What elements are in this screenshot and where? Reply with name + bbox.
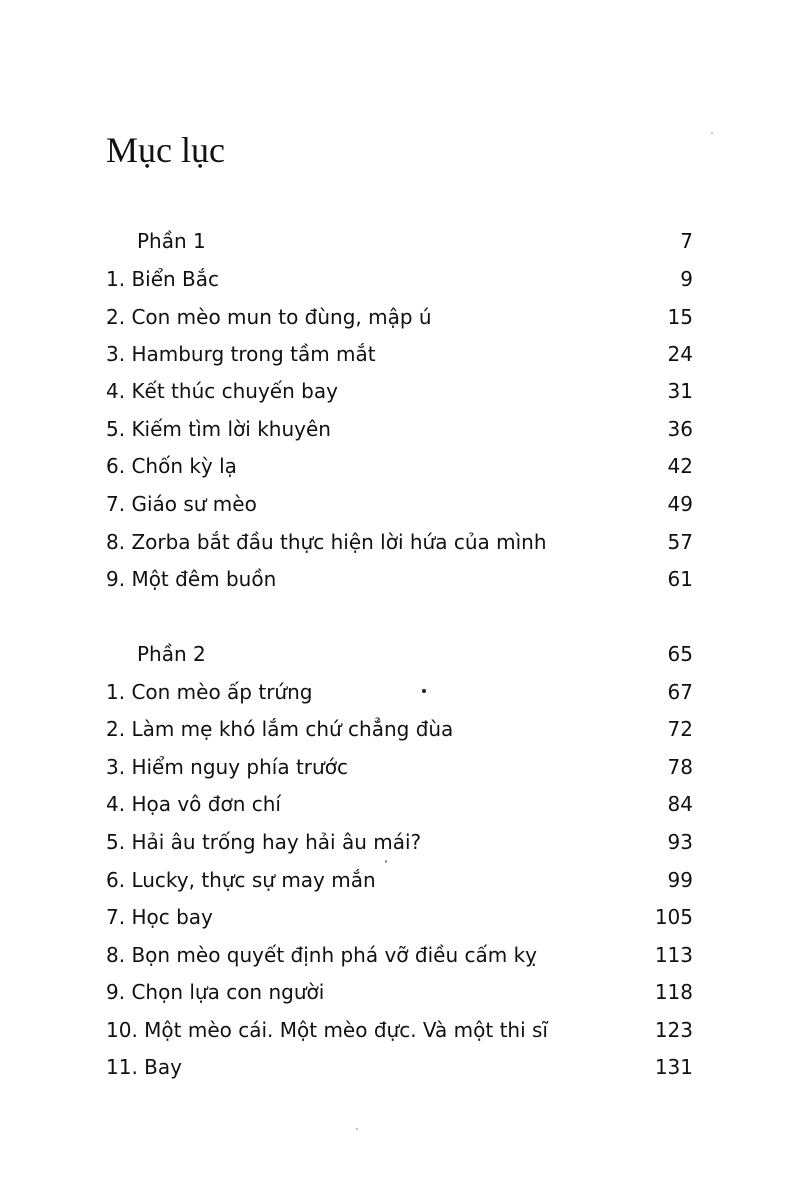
toc-entry-page: 72 [667, 717, 693, 741]
toc-entry-label: 1. Con mèo ấp trứng [106, 680, 313, 704]
toc-entry-label: 8. Zorba bắt đầu thực hiện lời hứa của mình [106, 530, 547, 554]
toc-entry [0, 1015, 800, 1045]
part-heading-label: Phần 2 [137, 642, 206, 666]
toc-entry [0, 489, 800, 519]
toc-entry-label: 7. Giáo sư mèo [106, 492, 257, 516]
toc-entry-page: 113 [654, 943, 693, 967]
toc-entry-label: 4. Kết thúc chuyến bay [106, 379, 338, 403]
toc-entry-page: 61 [667, 567, 693, 591]
toc-entry-page: 49 [667, 492, 693, 516]
toc-entry-page: 36 [667, 417, 693, 441]
page-title: Mục lục [106, 130, 225, 170]
scan-speck [356, 1128, 358, 1130]
toc-entry [0, 451, 800, 481]
toc-entry [0, 414, 800, 444]
toc-entry-label: 11. Bay [106, 1055, 182, 1079]
toc-entry [0, 827, 800, 857]
toc-entry-page: 99 [667, 868, 693, 892]
scan-speck [422, 689, 426, 693]
toc-entry-label: 6. Chốn kỳ lạ [106, 454, 237, 478]
part-heading-page: 65 [667, 642, 693, 666]
toc-entry-label: 8. Bọn mèo quyết định phá vỡ điều cấm kỵ [106, 943, 537, 967]
scan-speck [385, 860, 387, 863]
toc-entry-page: 31 [667, 379, 693, 403]
toc-entry-label: 6. Lucky, thực sự may mắn [106, 868, 376, 892]
toc-entry-label: 7. Học bay [106, 905, 213, 929]
toc-entry [0, 527, 800, 557]
toc-entry-page: 24 [667, 342, 693, 366]
toc-entry [0, 264, 800, 294]
part-heading-label: Phần 1 [137, 229, 206, 253]
toc-entry [0, 902, 800, 932]
toc-entry [0, 339, 800, 369]
toc-entry-label: 2. Làm mẹ khó lắm chứ chẳng đùa [106, 717, 454, 741]
toc-entry-label: 1. Biển Bắc [106, 267, 220, 291]
toc-entry [0, 1052, 800, 1082]
toc-entry-page: 123 [654, 1018, 693, 1042]
toc-entry [0, 752, 800, 782]
part-heading [0, 226, 800, 256]
toc-entry [0, 977, 800, 1007]
toc-entry-page: 105 [654, 905, 693, 929]
toc-entry-label: 9. Chọn lựa con người [106, 980, 325, 1004]
toc-entry [0, 789, 800, 819]
toc-entry [0, 865, 800, 895]
toc-entry-label: 3. Hamburg trong tầm mắt [106, 342, 376, 366]
part-heading [0, 639, 800, 669]
toc-entry-page: 118 [654, 980, 693, 1004]
toc-entry-page: 57 [667, 530, 693, 554]
toc-entry-page: 15 [667, 305, 693, 329]
toc-entry-page: 131 [654, 1055, 693, 1079]
toc-entry-label: 10. Một mèo cái. Một mèo đực. Và một thi sĩ [106, 1018, 548, 1042]
toc-entry-page: 84 [667, 792, 693, 816]
toc-entry-label: 5. Hải âu trống hay hải âu mái? [106, 830, 422, 854]
scan-speck [711, 132, 713, 134]
toc-entry-page: 42 [667, 454, 693, 478]
toc-entry [0, 940, 800, 970]
toc-entry-page: 67 [667, 680, 693, 704]
toc-entry [0, 376, 800, 406]
toc-entry [0, 714, 800, 744]
toc-entry [0, 564, 800, 594]
part-heading-page: 7 [680, 229, 693, 253]
toc-entry-label: 9. Một đêm buồn [106, 567, 277, 591]
toc-entry-page: 93 [667, 830, 693, 854]
toc-entry-label: 3. Hiểm nguy phía trước [106, 755, 348, 779]
toc-entry [0, 677, 800, 707]
toc-entry-label: 5. Kiếm tìm lời khuyên [106, 417, 331, 441]
toc-entry-page: 78 [667, 755, 693, 779]
toc-entry-label: 2. Con mèo mun to đùng, mập ú [106, 305, 432, 329]
toc-entry-label: 4. Họa vô đơn chí [106, 792, 281, 816]
toc-entry-page: 9 [680, 267, 693, 291]
toc-entry [0, 302, 800, 332]
